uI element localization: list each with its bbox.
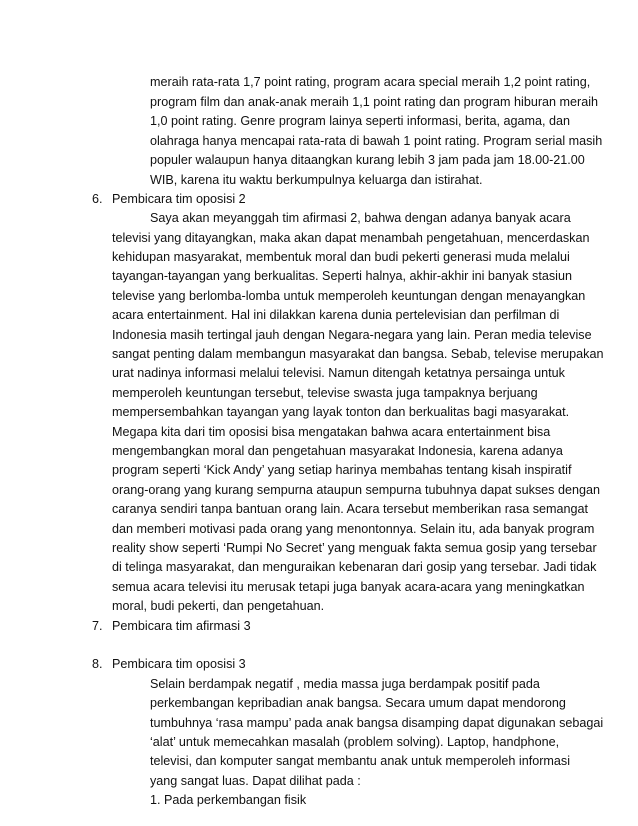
paragraph-line: tayangan-tayangan yang berkualitas. Seperti halnya, akhir-akhir ini banyak stasiun bbox=[112, 269, 572, 283]
paragraph-line: program seperti ‘Kick Andy’ yang setiap harinya membahas tentang kisah inspiratif bbox=[112, 463, 572, 477]
paragraph-line: yang sangat luas. Dapat dilihat pada : bbox=[150, 774, 361, 788]
paragraph-line: olahraga hanya mencapai rata-rata di bawah 1 point rating. Program serial masih bbox=[150, 134, 603, 148]
list-item-title: Pembicara tim afirmasi 3 bbox=[112, 619, 251, 633]
list-item-title: Pembicara tim oposisi 2 bbox=[112, 192, 246, 206]
paragraph-line: di telinga masyarakat, dan menguraikan kebenaran dari gosip yang tersebar. Jadi tidak bbox=[112, 560, 597, 574]
paragraph-line: Saya akan meyanggah tim afirmasi 2, bahwa dengan adanya banyak acara bbox=[150, 211, 571, 225]
paragraph-line: televisi, dan komputer sangat membantu anak untuk memperoleh informasi bbox=[150, 754, 571, 768]
paragraph-line: tumbuhnya ‘rasa mampu’ pada anak bangsa disamping dapat digunakan sebagai bbox=[150, 716, 604, 730]
paragraph-line: acara entertainment. Hal ini dilakkan karena dunia pertelevisian dan perfilman di bbox=[112, 308, 560, 322]
paragraph-line: televise yang berlomba-lomba untuk memperoleh keuntungan dengan menayangkan bbox=[112, 289, 586, 303]
list-number: 7. bbox=[92, 619, 103, 633]
paragraph-line: Megapa kita dari tim oposisi bisa mengatakan bahwa acara entertainment bisa bbox=[112, 425, 551, 439]
paragraph-line: Indonesia masih tertingal jauh dengan Negara-negara yang lain. Peran media televise bbox=[112, 328, 592, 342]
paragraph-line: 1,0 point rating. Genre program lainya seperti informasi, berita, agama, dan bbox=[150, 114, 571, 128]
paragraph-line: perkembangan kepribadian anak bangsa. Secara umum dapat mendorong bbox=[150, 696, 566, 710]
paragraph-line: meraih rata-rata 1,7 point rating, program acara special meraih 1,2 point rating, bbox=[150, 75, 591, 89]
list-number: 6. bbox=[92, 192, 103, 206]
list-number: 8. bbox=[92, 657, 103, 671]
paragraph-line: reality show seperti ‘Rumpi No Secret’ yang menguak fakta semua gosip yang tersebar bbox=[112, 541, 597, 555]
paragraph-line: WIB, karena itu waktu berkumpulnya keluarga dan istirahat. bbox=[150, 173, 483, 187]
paragraph-line: mengembangkan moral dan pengetahuan masyarakat Indonesia, karena adanya bbox=[112, 444, 563, 458]
paragraph-line: caranya sendiri tanpa bantuan orang lain. Acara tersebut memberikan rasa semangat bbox=[112, 502, 589, 516]
paragraph-line: program film dan anak-anak meraih 1,1 point rating dan program hiburan meraih bbox=[150, 95, 599, 109]
paragraph-line: kehidupan masyarakat, membentuk moral dan budi pekerti generasi muda melalui bbox=[112, 250, 570, 264]
paragraph-line: ‘alat’ untuk memecahkan masalah (problem solving). Laptop, handphone, bbox=[150, 735, 560, 749]
paragraph-line: sangat penting dalam membangun masyarakat dan bangsa. Sebab, televise merupakan bbox=[112, 347, 604, 361]
paragraph-line: televisi yang ditayangkan, maka akan dapat menambah pengetahuan, mencerdaskan bbox=[112, 231, 590, 245]
paragraph-line: moral, budi pekerti, dan pengetahuan. bbox=[112, 599, 325, 613]
paragraph-line: orang-orang yang kurang sempurna ataupun sempurna tubuhnya dapat sukses dengan bbox=[112, 483, 601, 497]
paragraph-line: Selain berdampak negatif , media massa juga berdampak positif pada bbox=[150, 677, 540, 691]
paragraph-line: urat nadinya informasi melalui televisi. Namun ditengah ketatnya persainga untuk bbox=[112, 366, 565, 380]
list-item-title: Pembicara tim oposisi 3 bbox=[112, 657, 246, 671]
paragraph-line: 1. Pada perkembangan fisik bbox=[150, 793, 307, 807]
paragraph-line: dan memberi motivasi pada orang yang menontonnya. Selain itu, ada banyak program bbox=[112, 522, 595, 536]
paragraph-line: memperoleh keuntungan tersebut, televise swasta juga tampaknya berjuang bbox=[112, 386, 538, 400]
paragraph-line: mempersembahkan tayangan yang layak tonton dan berkualitas bagi masyarakat. bbox=[112, 405, 570, 419]
paragraph-line: semua acara televisi itu merusak tetapi juga banyak acara-acara yang meningkatkan bbox=[112, 580, 585, 594]
paragraph-line: populer walaupun hanya ditaangkan kurang lebih 3 jam pada jam 18.00-21.00 bbox=[150, 153, 585, 167]
